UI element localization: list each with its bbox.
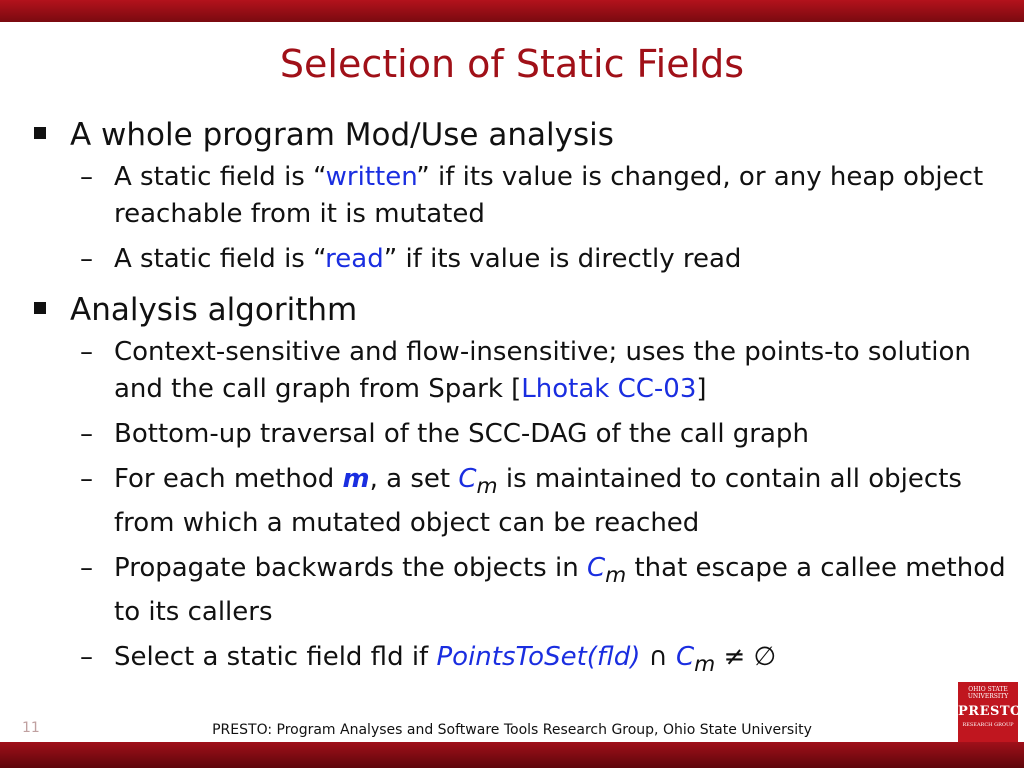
dash-marker: – [80,244,93,274]
footer-text: PRESTO: Program Analyses and Software Tools Research Group, Ohio State University [212,722,812,738]
sub-item-select-field [30,639,1010,683]
bullet-text: A whole program Mod/Use analysis [70,117,614,153]
bullet-mod-use [30,115,1010,155]
set-symbol: C [586,553,606,584]
sub-list [30,334,1010,684]
logo-research-group: RESEARCH GROUP [962,722,1014,728]
sub-item-propagate [30,550,1010,631]
sub-text: ” if its value is changed, or any heap object reachable from it is mutated [114,162,984,229]
dash-marker: – [80,162,93,192]
logo-presto: PRESTO [958,704,1022,719]
bullet-text: Analysis algorithm [70,292,358,328]
slide-title: Selection of Static Fields [279,42,745,86]
dash-marker: – [80,464,93,494]
keyword-written: written [325,162,417,192]
sub-text: A static field is “ [114,244,326,274]
set-subscript: m [605,563,627,589]
sub-text: For each method [114,464,343,494]
points-to-set-expr: PointsToSet(fld) [436,642,641,673]
set-subscript: m [476,474,498,500]
sub-item-bottom-up [30,416,1010,453]
sub-item-each-method [30,461,1010,542]
set-subscript: m [694,652,716,678]
citation-link[interactable]: Lhotak CC-03 [521,374,697,404]
sub-text: Bottom-up traversal of the SCC-DAG of the call graph [114,419,809,449]
sub-item-written [30,159,1010,233]
sub-item-context-sensitive [30,334,1010,408]
sub-text: Context-sensitive and flow-insensitive; uses the points-to solution and the call graph from Spark [ [114,337,971,404]
dash-marker: – [80,337,93,367]
sub-text: is maintained to contain all objects from which a mutated object can be reached [114,464,962,539]
method-symbol: m [342,464,370,494]
set-symbol: C [458,464,477,494]
sub-item-read [30,241,1010,278]
sub-list [30,159,1010,278]
sub-text: that escape a callee method to its callers [114,553,1006,628]
sub-text: A static field is “ [114,162,326,192]
dash-marker: – [80,419,93,449]
square-bullet-icon [34,302,46,314]
presto-logo [958,682,1022,742]
logo-university: OHIO STATE UNIVERSITY [967,686,1009,700]
not-empty-symbol: ≠ ∅ [715,642,777,673]
sub-text: ” if its value is directly read [383,244,742,274]
bullet-analysis-algorithm [30,290,1010,330]
square-bullet-icon [34,127,46,139]
sub-text: Select a static field fld if [114,642,437,673]
page-number: 11 [22,720,40,736]
keyword-read: read [325,244,384,274]
top-banner [0,0,1024,22]
bottom-banner [0,742,1024,768]
sub-text: ] [696,374,707,404]
intersection-symbol: ∩ [640,642,676,673]
dash-marker: – [80,553,93,584]
set-symbol: C [675,642,695,673]
slide-content [30,115,1010,696]
sub-text: , a set [369,464,459,494]
dash-marker: – [80,642,93,673]
sub-text: Propagate backwards the objects in [114,553,587,584]
